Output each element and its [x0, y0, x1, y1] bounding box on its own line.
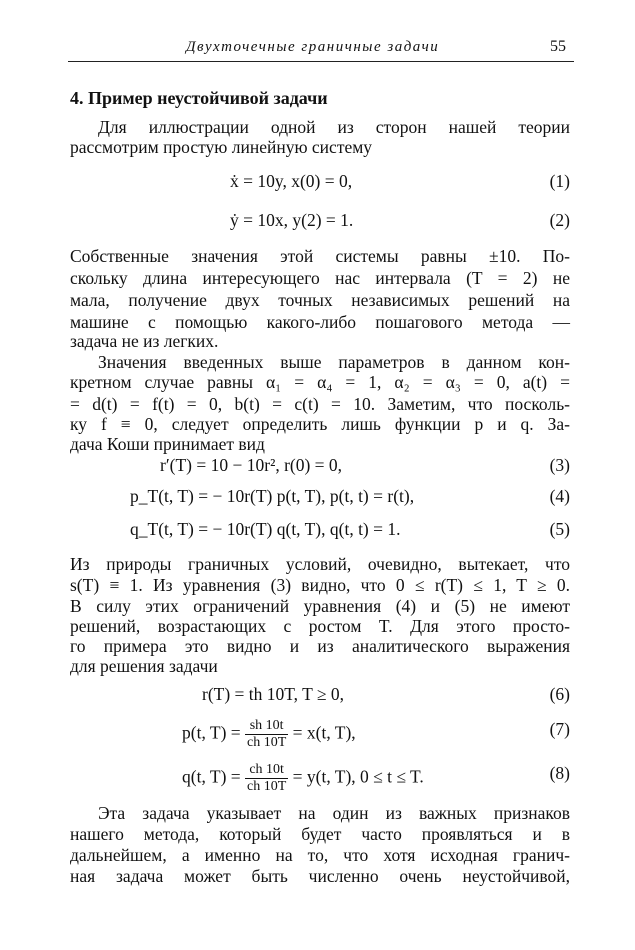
equation-number: (1) [549, 171, 570, 191]
fraction [245, 762, 288, 795]
equation-number: (8) [549, 763, 570, 783]
equation-number: (6) [549, 684, 570, 704]
running-header: Двухточечные граничные задачи [186, 39, 440, 55]
equation-number: (5) [549, 519, 570, 539]
paragraph-line: мала, получение двух точных независимых решений на [70, 290, 570, 310]
header-rule [68, 61, 574, 62]
paragraph-line: = d(t) = f(t) = 0, b(t) = c(t) = 10. Заметим, что посколь- [70, 394, 570, 414]
equation-lhs: p(t, T) = [182, 722, 241, 743]
equation [70, 712, 570, 752]
equation-formula: p_T(t, T) = − 10r(T) p(t, T), p(t, t) = r(t), [130, 486, 415, 506]
equation-number: (2) [549, 210, 570, 230]
equation-formula: r(T) = th 10T, T ≥ 0, [202, 684, 344, 704]
equation-formula: ẏ = 10x, y(2) = 1. [230, 210, 354, 230]
paragraph-line: решений, возрастающих с ростом T. Для этого просто- [70, 616, 570, 636]
equation-lhs: q(t, T) = [182, 766, 241, 787]
fraction-numerator: sh 10t [245, 718, 288, 735]
paragraph-line: Из природы граничных условий, очевидно, вытекает, что [70, 554, 570, 574]
equation-rhs: = y(t, T), 0 ≤ t ≤ T. [292, 766, 424, 787]
fraction [245, 718, 288, 751]
equation-formula [182, 762, 424, 795]
paragraph-line: ная задача может быть численно очень неустойчивой, [70, 866, 570, 886]
paragraph-line: для решения задачи [70, 656, 218, 676]
paragraph-line: дача Коши принимает вид [70, 434, 265, 454]
paragraph-line: Для иллюстрации одной из сторон нашей теории [98, 117, 570, 137]
section-title: 4. Пример неустойчивой задачи [70, 88, 328, 108]
fraction-denominator: ch 10T [247, 735, 287, 750]
equation-number: (7) [549, 719, 570, 739]
paragraph-line: s(T) ≡ 1. Из уравнения (3) видно, что 0 ≤ r(T) ≤ 1, T ≥ 0. [70, 575, 570, 595]
equation-formula [182, 718, 356, 751]
equation-rhs: = x(t, T), [292, 722, 356, 743]
paragraph-line: машине с помощью какого-либо пошагового метода — [70, 312, 570, 332]
equation-formula: ẋ = 10y, x(0) = 0, [230, 171, 353, 191]
equation [70, 756, 570, 796]
paragraph-line: Эта задача указывает на один из важных признаков [98, 803, 570, 823]
paragraph-line: рассмотрим простую линейную систему [70, 137, 373, 157]
fraction-denominator: ch 10T [247, 779, 287, 794]
paragraph-line: скольку длина интересующего нас интервала (T = 2) не [70, 268, 570, 288]
page-number: 55 [550, 38, 566, 55]
paragraph-line: задача не из легких. [70, 331, 219, 351]
equation-formula: q_T(t, T) = − 10r(T) q(t, T), q(t, t) = 1. [130, 519, 401, 539]
paragraph-line: Значения введенных выше параметров в данном кон- [98, 352, 570, 372]
paragraph-line: кретном случае равны α₁ = α₄ = 1, α₂ = α₃ = 0, a(t) = [70, 372, 570, 392]
paragraph-line: нашего метода, который будет часто проявляться и в [70, 824, 570, 844]
equation-formula: r′(T) = 10 − 10r², r(0) = 0, [160, 455, 343, 475]
fraction-numerator: ch 10t [245, 762, 288, 779]
equation-number: (3) [549, 455, 570, 475]
paragraph-line: Собственные значения этой системы равны ±10. По- [70, 246, 570, 266]
paragraph-line: ку f ≡ 0, следует определить лишь функции p и q. За- [70, 414, 570, 434]
paragraph-line: го примера это видно и из аналитического выражения [70, 636, 570, 656]
paragraph-line: В силу этих ограничений уравнения (4) и (5) не имеют [70, 596, 570, 616]
paragraph-line: дальнейшем, а именно на то, что хотя исходная гранич- [70, 845, 570, 865]
equation-number: (4) [549, 486, 570, 506]
